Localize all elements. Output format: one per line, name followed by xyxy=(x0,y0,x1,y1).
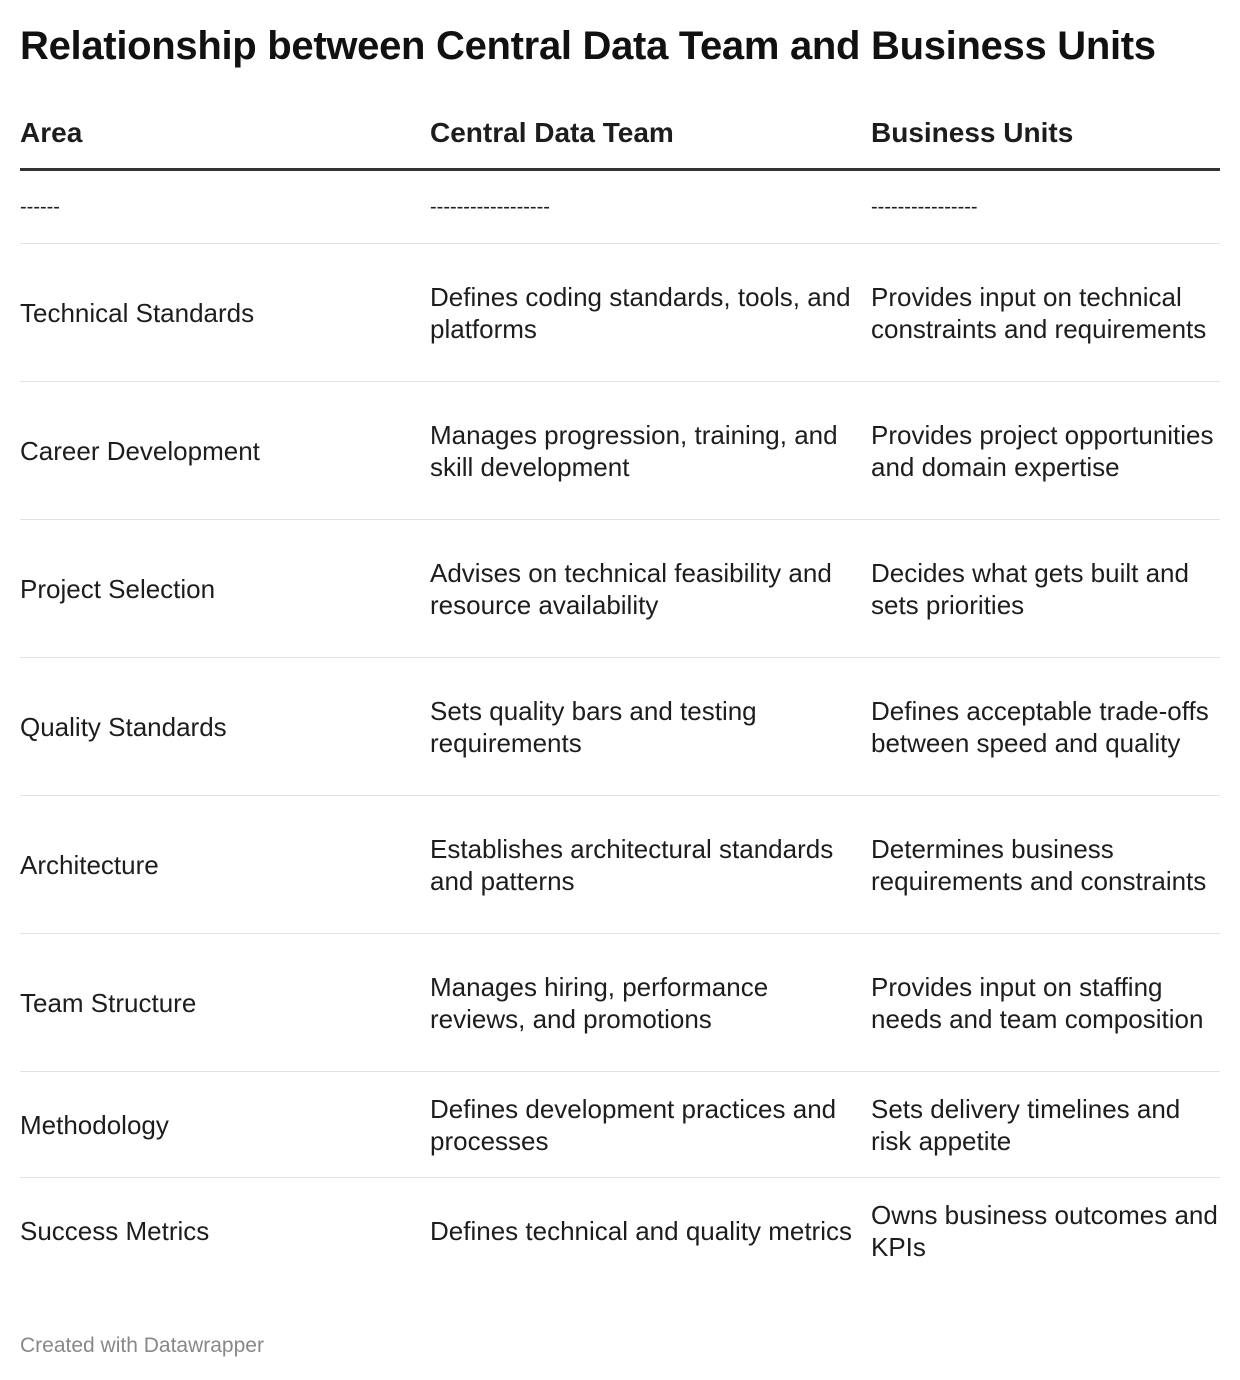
table-row xyxy=(20,1072,1220,1178)
central-cell xyxy=(430,1072,871,1178)
cell-text: Quality Standards xyxy=(20,711,227,742)
comparison-table xyxy=(20,116,1220,1283)
cell-text: Career Development xyxy=(20,435,260,466)
header-central-data-team: Central Data Team xyxy=(430,116,871,170)
cell-text: Sets delivery timelines and risk appetite xyxy=(871,1093,1181,1156)
table-header-row xyxy=(20,116,1220,170)
central-cell xyxy=(430,796,871,934)
cell-text: Defines technical and quality metrics xyxy=(430,1215,852,1246)
cell-text: Architecture xyxy=(20,849,159,880)
header-business-units: Business Units xyxy=(871,116,1220,170)
page-title: Relationship between Central Data Team and Business Units xyxy=(20,24,1156,68)
cell-text: Owns business outcomes and KPIs xyxy=(871,1199,1218,1262)
table-row xyxy=(20,934,1220,1072)
cell-text: Team Structure xyxy=(20,987,197,1018)
cell-text: Defines coding standards, tools, and platforms xyxy=(430,281,851,344)
table-cell: ------------------ xyxy=(430,170,871,244)
business-cell xyxy=(871,382,1220,520)
cell-text: Defines development practices and processes xyxy=(430,1093,837,1156)
cell-text: Decides what gets built and sets priorities xyxy=(871,557,1189,620)
cell-text: Provides input on staffing needs and team composition xyxy=(871,971,1204,1034)
table-row xyxy=(20,244,1220,382)
table-cell: ------ xyxy=(20,170,430,244)
business-cell xyxy=(871,244,1220,382)
cell-text: Manages hiring, performance reviews, and promotions xyxy=(430,971,769,1034)
table-row xyxy=(20,520,1220,658)
table-page xyxy=(20,0,1220,1283)
table-row xyxy=(20,796,1220,934)
separator-row xyxy=(20,170,1220,244)
business-cell xyxy=(871,520,1220,658)
area-cell xyxy=(20,1178,430,1284)
central-cell xyxy=(430,244,871,382)
business-cell xyxy=(871,1072,1220,1178)
table-cell: ---------------- xyxy=(871,170,1220,244)
cell-text: Provides project opportunities and domain expertise xyxy=(871,419,1214,482)
business-cell xyxy=(871,1178,1220,1284)
cell-text: Technical Standards xyxy=(20,297,255,328)
cell-text: Sets quality bars and testing requirements xyxy=(430,695,757,758)
cell-text: Establishes architectural standards and patterns xyxy=(430,833,834,896)
header-area: Area xyxy=(20,116,430,170)
business-cell xyxy=(871,796,1220,934)
table-row xyxy=(20,1178,1220,1284)
central-cell xyxy=(430,658,871,796)
cell-text: Methodology xyxy=(20,1109,169,1140)
cell-text: Project Selection xyxy=(20,573,216,604)
business-cell xyxy=(871,934,1220,1072)
central-cell xyxy=(430,520,871,658)
table-row xyxy=(20,382,1220,520)
area-cell xyxy=(20,658,430,796)
area-cell xyxy=(20,520,430,658)
central-cell xyxy=(430,382,871,520)
cell-text: Provides input on technical constraints and requirements xyxy=(871,281,1207,344)
area-cell xyxy=(20,244,430,382)
cell-text: Manages progression, training, and skill development xyxy=(430,419,838,482)
area-cell xyxy=(20,1072,430,1178)
cell-text: Determines business requirements and constraints xyxy=(871,833,1207,896)
datawrapper-credit: Created with Datawrapper xyxy=(20,1334,264,1357)
cell-text: Advises on technical feasibility and resource availability xyxy=(430,557,832,620)
area-cell xyxy=(20,934,430,1072)
business-cell xyxy=(871,658,1220,796)
cell-text: Defines acceptable trade-offs between speed and quality xyxy=(871,695,1209,758)
area-cell xyxy=(20,796,430,934)
area-cell xyxy=(20,382,430,520)
table-row xyxy=(20,658,1220,796)
cell-text: Success Metrics xyxy=(20,1215,210,1246)
central-cell xyxy=(430,1178,871,1284)
central-cell xyxy=(430,934,871,1072)
